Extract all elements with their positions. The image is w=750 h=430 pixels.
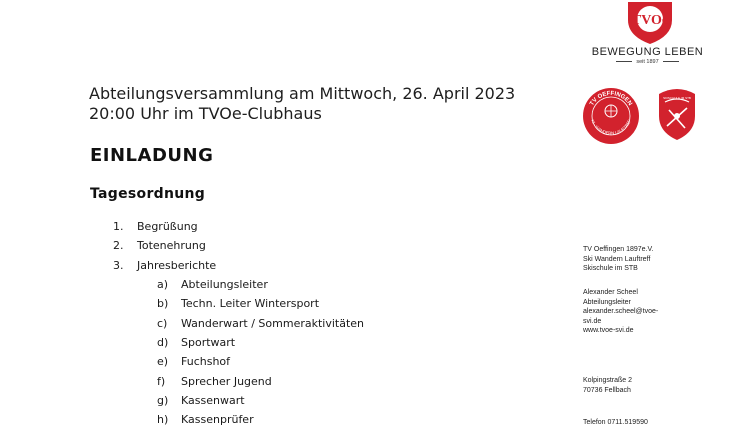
- meeting-date: Abteilungsversammlung am Mittwoch, 26. April 2023: [89, 84, 516, 103]
- address-street: Kolpingstraße 2: [583, 377, 633, 384]
- agenda-item: [113, 239, 206, 253]
- agenda-item-label: Jahresberichte: [137, 259, 217, 272]
- meeting-time-place: 20:00 Uhr im TVOe-Clubhaus: [89, 104, 322, 123]
- agenda-item-number: 1.: [113, 220, 124, 233]
- brand-slogan: BEWEGUNG LEBEN: [591, 46, 704, 58]
- contact-email: alexander.scheel@tvoe-: [583, 308, 659, 315]
- org-name: TV Oeffingen 1897e.V.: [583, 246, 654, 253]
- sidebar-organization: [583, 245, 653, 274]
- agenda-subitem: [157, 317, 364, 331]
- agenda-subitem-label: Fuchshof: [181, 355, 231, 368]
- agenda-item: [113, 259, 216, 273]
- agenda-subitem-label: Kassenprüfer: [181, 413, 254, 426]
- agenda-subitem-letter: g): [157, 394, 169, 407]
- agenda-subitem: [157, 355, 230, 369]
- contact-email-domain: svi.de: [583, 317, 602, 325]
- ski-department-logo: [582, 87, 640, 149]
- agenda-subitem-label: Kassenwart: [181, 394, 245, 407]
- agenda-subitem: [157, 278, 268, 292]
- ski-logo-ring-top: TV OEFFINGEN: [589, 90, 633, 107]
- agenda-subitem: [157, 413, 254, 427]
- agenda-item-number: 3.: [113, 259, 124, 272]
- agenda-subitem-letter: f): [157, 375, 166, 388]
- agenda-subitem-letter: h): [157, 413, 169, 426]
- agenda-subitem-label: Sprecher Jugend: [181, 375, 272, 388]
- brand-since: seit 1897: [585, 59, 710, 65]
- address-city: 70736 Fellbach: [583, 386, 631, 394]
- agenda-subitem-label: Abteilungsleiter: [181, 278, 268, 291]
- page-title: EINLADUNG: [90, 145, 214, 166]
- school-logo-text: SKISCHULE IM STB: [663, 96, 691, 100]
- contact-role: Abteilungsleiter: [583, 298, 631, 306]
- contact-website: www.tvoe-svi.de: [583, 327, 634, 334]
- agenda-subitem-letter: c): [157, 317, 168, 330]
- agenda-subitem-letter: d): [157, 336, 169, 349]
- agenda-subitem-letter: b): [157, 297, 169, 310]
- sidebar-address: [583, 376, 632, 395]
- sidebar-contact: [583, 288, 658, 336]
- agenda-heading: Tagesordnung: [90, 186, 206, 202]
- agenda-item: [113, 220, 198, 234]
- agenda-subitem: [157, 375, 272, 389]
- agenda-subitem-label: Sportwart: [181, 336, 236, 349]
- org-department: Ski Wandern Lauftreff: [583, 255, 651, 263]
- agenda-item-label: Totenehrung: [137, 239, 206, 252]
- meeting-info: [89, 84, 515, 124]
- ski-logo-ring-bottom: KI · WANDERN LAUFTREF: [590, 118, 632, 136]
- org-school: Skischule im STB: [583, 265, 638, 272]
- agenda-item-label: Begrüßung: [137, 220, 198, 233]
- sidebar-phone: Telefon 0711.519590: [583, 419, 648, 426]
- ski-school-logo: [655, 86, 699, 146]
- agenda-subitem-label: Wanderwart / Sommeraktivitäten: [181, 317, 365, 330]
- agenda-subitem: [157, 297, 319, 311]
- agenda-subitem-letter: e): [157, 355, 169, 368]
- agenda-item-number: 2.: [113, 239, 124, 252]
- agenda-subitem-label: Techn. Leiter Wintersport: [181, 297, 320, 310]
- contact-name: Alexander Scheel: [583, 289, 638, 296]
- agenda-subitem: [157, 336, 235, 350]
- agenda-subitem: [157, 394, 245, 408]
- agenda-subitem-letter: a): [157, 278, 169, 291]
- club-logo-letters: TVOe: [631, 13, 669, 28]
